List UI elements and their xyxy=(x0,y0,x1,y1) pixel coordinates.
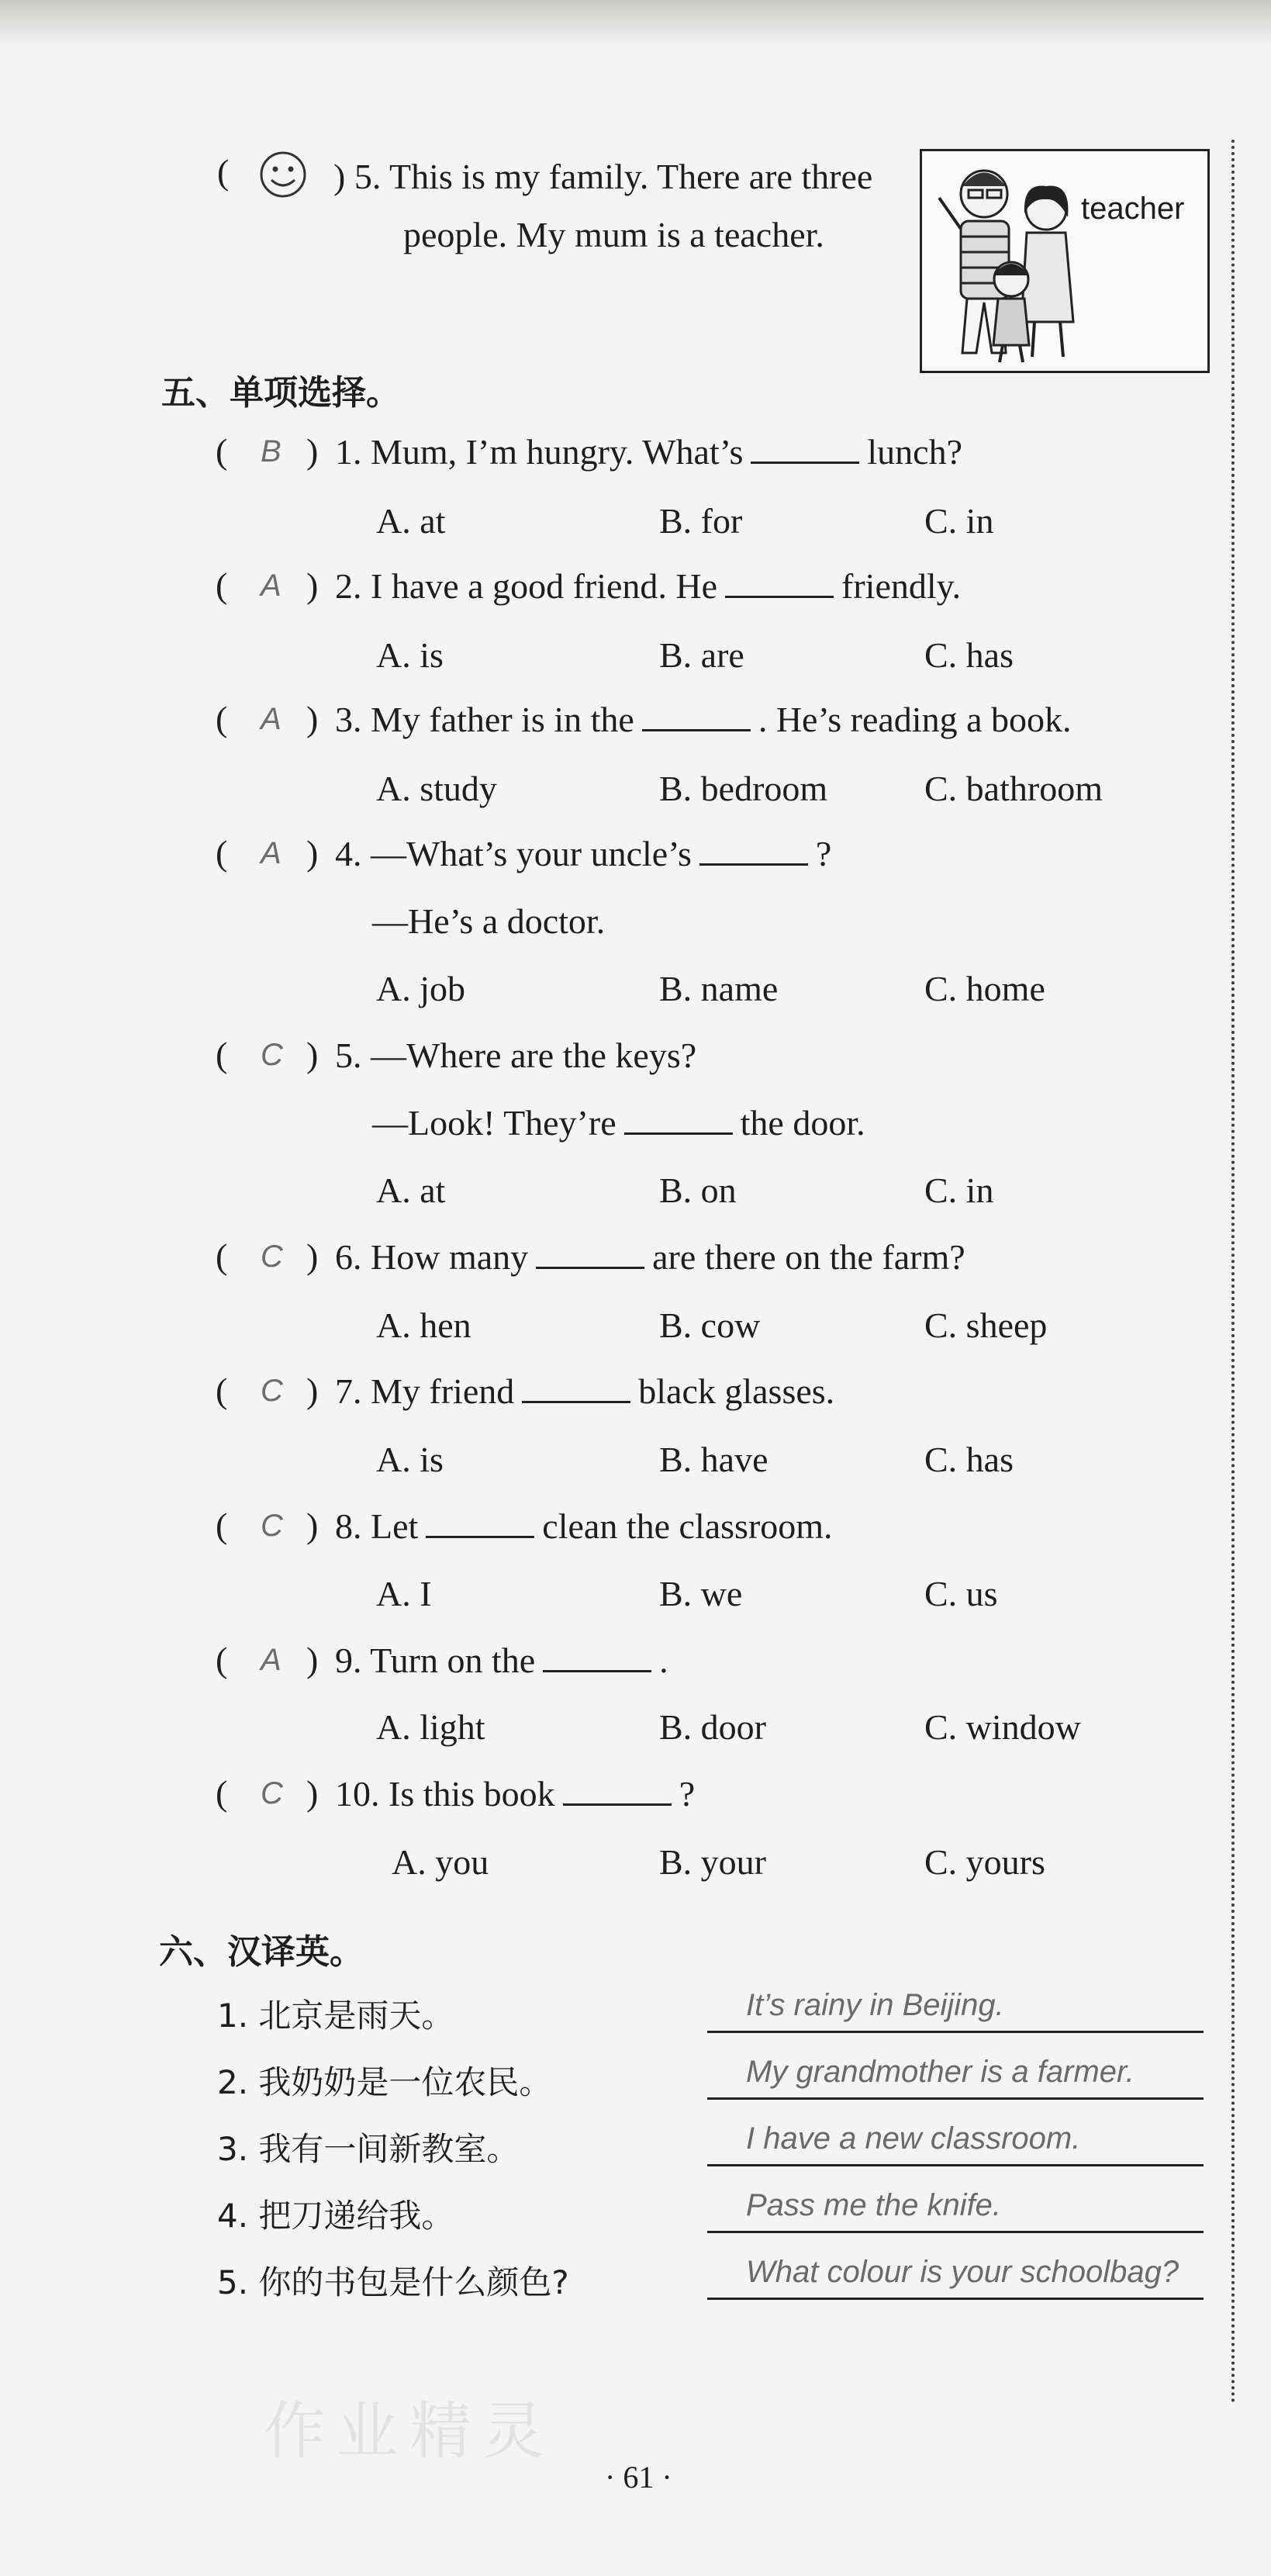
item5-line2: people. My mum is a teacher. xyxy=(403,215,824,254)
option-b: B. are xyxy=(659,635,744,675)
answer-blank xyxy=(624,1101,733,1135)
option-a: A. at xyxy=(376,501,446,541)
answer-letter: B xyxy=(261,434,281,469)
paren-close: ) xyxy=(306,565,319,605)
paren-open: ( xyxy=(216,699,228,738)
answer-letter: A xyxy=(261,1643,281,1677)
section6-title: 六、汉译英。 xyxy=(159,1932,364,1972)
answer-blank xyxy=(699,832,808,866)
handwritten-answer: What colour is your schoolbag? xyxy=(746,2255,1179,2289)
paren-close: ) xyxy=(306,1035,319,1074)
watermark: 作业精灵 xyxy=(264,2395,555,2467)
paren-close: ) xyxy=(306,1773,319,1813)
question-text: 10. Is this book ? xyxy=(335,1774,696,1814)
question-text: 8. Let clean the classroom. xyxy=(335,1506,833,1546)
option-a: A. light xyxy=(376,1707,485,1747)
option-b: B. for xyxy=(659,501,743,541)
option-c: C. bathroom xyxy=(924,769,1103,808)
binding-dotted-line xyxy=(1231,140,1235,2405)
option-c: C. window xyxy=(924,1707,1081,1747)
answer-letter: C xyxy=(261,1509,283,1543)
option-b: B. cow xyxy=(659,1305,761,1345)
item5-line1: ) 5. This is my family. There are three xyxy=(333,157,873,196)
answer-blank xyxy=(536,1236,644,1269)
option-c: C. in xyxy=(924,501,994,541)
option-c: C. us xyxy=(924,1574,998,1613)
answer-line xyxy=(707,2164,1204,2166)
page-top-shadow xyxy=(0,0,1271,47)
paren-open: ( xyxy=(216,1773,228,1813)
answer-blank xyxy=(642,698,751,731)
answer-blank xyxy=(563,1772,672,1806)
option-a: A. is xyxy=(376,1440,444,1479)
paren-open: ( xyxy=(216,1236,228,1276)
answer-letter: C xyxy=(261,1374,283,1408)
question-text: 7. My friend black glasses. xyxy=(335,1371,835,1411)
paren-close: ) xyxy=(306,431,319,471)
handwritten-answer: I have a new classroom. xyxy=(746,2121,1081,2156)
answer-letter: A xyxy=(261,836,281,870)
paren-open: ( xyxy=(216,431,228,471)
option-b: B. your xyxy=(659,1842,766,1882)
paren-open: ( xyxy=(216,1035,228,1074)
option-a: A. is xyxy=(376,635,444,675)
option-a: A. job xyxy=(376,969,465,1008)
option-c: C. has xyxy=(924,635,1014,675)
option-a: A. hen xyxy=(376,1305,471,1345)
family-photo-icon xyxy=(922,151,1207,371)
chinese-sentence: 2. 我奶奶是一位农民。 xyxy=(217,2063,552,2101)
paren-open: ( xyxy=(216,1506,228,1545)
answer-blank xyxy=(522,1370,630,1403)
option-b: B. name xyxy=(659,969,779,1008)
picture-label: teacher xyxy=(1081,192,1185,226)
answer-line xyxy=(707,2231,1204,2233)
paren-close: ) xyxy=(306,1640,319,1679)
paren-open: ( xyxy=(216,1640,228,1679)
paren-close: ) xyxy=(306,699,319,738)
handwritten-answer: It’s rainy in Beijing. xyxy=(746,1988,1004,2022)
answer-letter: C xyxy=(261,1038,283,1072)
question-text: 3. My father is in the . He’s reading a book. xyxy=(335,700,1072,739)
paren-close: ) xyxy=(306,1371,319,1410)
question-text: 4. —What’s your uncle’s ? xyxy=(335,834,832,873)
option-c: C. sheep xyxy=(924,1305,1048,1345)
answer-line xyxy=(707,2097,1204,2100)
question-text: 5. —Where are the keys? xyxy=(335,1036,697,1075)
option-c: C. home xyxy=(924,969,1045,1008)
paren-open: ( xyxy=(216,833,228,873)
answer-line xyxy=(707,2298,1204,2300)
paren-close: ) xyxy=(306,833,319,873)
answer-letter: C xyxy=(261,1240,283,1274)
answer-letter: C xyxy=(261,1776,283,1810)
chinese-sentence: 3. 我有一间新教室。 xyxy=(217,2130,520,2168)
option-a: A. study xyxy=(376,769,497,808)
option-c: C. yours xyxy=(924,1842,1045,1882)
option-b: B. have xyxy=(659,1440,768,1479)
family-picture-box xyxy=(920,149,1210,373)
section5-title: 五、单项选择。 xyxy=(161,373,400,413)
handwritten-answer: My grandmother is a farmer. xyxy=(746,2055,1135,2089)
question-text: 9. Turn on the . xyxy=(335,1641,668,1680)
option-b: B. we xyxy=(659,1574,743,1613)
option-c: C. has xyxy=(924,1440,1014,1479)
paren-close: ) xyxy=(306,1236,319,1276)
page-number: · 61 · xyxy=(605,2460,672,2495)
answer-letter: A xyxy=(261,569,281,603)
answer-blank xyxy=(751,430,859,464)
question-text: 2. I have a good friend. He friendly. xyxy=(335,566,962,606)
answer-blank xyxy=(543,1639,651,1672)
question-text: 1. Mum, I’m hungry. What’s lunch? xyxy=(335,432,963,472)
option-a: A. I xyxy=(376,1574,432,1613)
answer-blank xyxy=(426,1505,534,1538)
question-line2: —He’s a doctor. xyxy=(372,901,606,941)
answer-letter: A xyxy=(261,702,281,736)
option-c: C. in xyxy=(924,1170,994,1210)
paren-open: ( xyxy=(216,565,228,605)
option-b: B. door xyxy=(659,1707,766,1747)
option-b: B. on xyxy=(659,1170,737,1210)
chinese-sentence: 1. 北京是雨天。 xyxy=(217,1997,454,2035)
chinese-sentence: 4. 把刀递给我。 xyxy=(217,2197,454,2235)
paren-open: ( xyxy=(217,152,230,192)
paren-open: ( xyxy=(216,1371,228,1410)
option-b: B. bedroom xyxy=(659,769,828,808)
option-a: A. you xyxy=(392,1842,489,1882)
paren-close: ) xyxy=(306,1506,319,1545)
handwritten-answer: Pass me the knife. xyxy=(746,2188,1002,2222)
question-text: 6. How many are there on the farm? xyxy=(335,1237,965,1277)
question-line2: —Look! They’re the door. xyxy=(372,1103,865,1143)
smiley-face-icon xyxy=(256,149,310,200)
answer-blank xyxy=(725,565,834,598)
answer-line xyxy=(707,2031,1204,2033)
option-a: A. at xyxy=(376,1170,446,1210)
chinese-sentence: 5. 你的书包是什么颜色? xyxy=(217,2263,569,2301)
